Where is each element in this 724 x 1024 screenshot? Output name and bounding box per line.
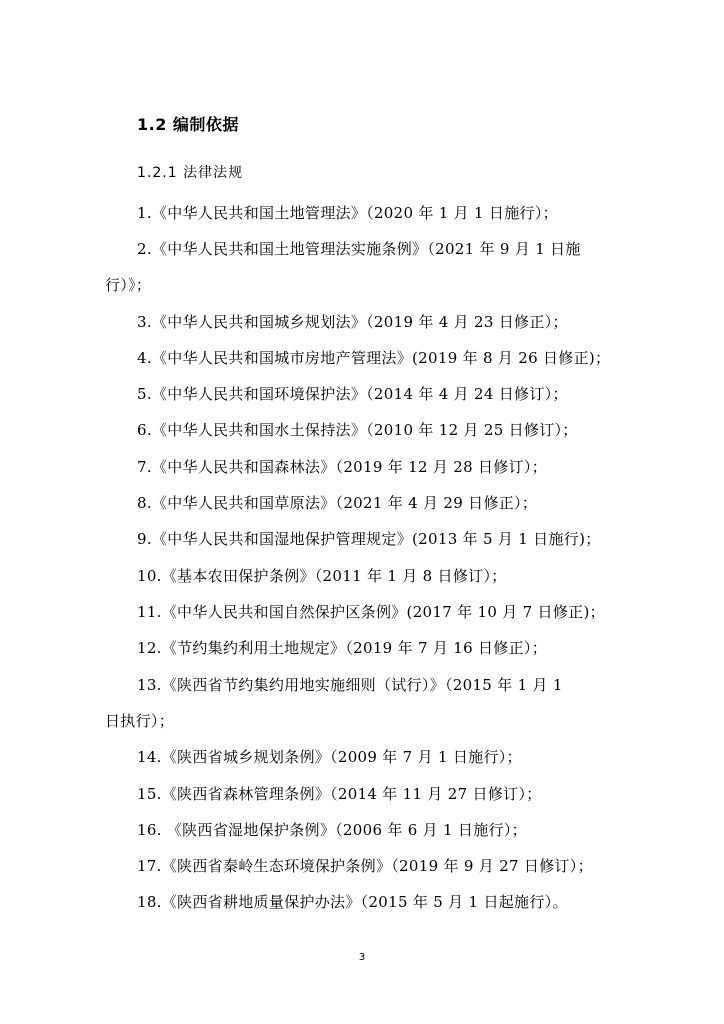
regulation-item-7: 7.《中华人民共和国森林法》（2019 年 12 月 28 日修订）； [137, 458, 548, 476]
regulation-item-9: 9.《中华人民共和国湿地保护管理规定》(2013 年 5 月 1 日施行)； [137, 530, 601, 548]
regulation-item-1: 1.《中华人民共和国土地管理法》（2020 年 1 月 1 日施行）； [137, 204, 558, 222]
regulation-item-16: 16. 《陕西省湿地保护条例》（2006 年 6 月 1 日施行）； [137, 821, 527, 839]
regulation-item-15: 15.《陕西省森林管理条例》（2014 年 11 月 27 日修订）； [137, 785, 542, 803]
regulation-item-2-continued: 行）》； [105, 276, 152, 294]
regulation-item-14: 14.《陕西省城乡规划条例》（2009 年 7 月 1 日施行）； [137, 748, 522, 766]
regulation-item-4: 4.《中华人民共和国城市房地产管理法》(2019 年 8 月 26 日修正)； [137, 349, 611, 367]
section-heading: 1.2 编制依据 [137, 115, 239, 134]
regulation-item-13-continued: 日执行）； [105, 712, 175, 730]
regulation-item-18: 18.《陕西省耕地质量保护办法》（2015 年 5 月 1 日起施行）。 [137, 893, 568, 911]
regulation-item-8: 8.《中华人民共和国草原法》（2021 年 4 月 29 日修正）； [137, 494, 538, 512]
regulation-item-6: 6.《中华人民共和国水土保持法》（2010 年 12 月 25 日修订）； [137, 421, 578, 439]
page-number: 3 [358, 952, 366, 963]
regulation-item-17: 17.《陕西省秦岭生态环境保护条例》（2019 年 9 月 27 日修订）； [137, 857, 593, 875]
regulation-item-12: 12.《节约集约利用土地规定》（2019 年 7 月 16 日修正）； [137, 639, 548, 657]
regulation-item-11: 11.《中华人民共和国自然保护区条例》(2017 年 10 月 7 日修正)； [137, 603, 605, 621]
regulation-item-5: 5.《中华人民共和国环境保护法》（2014 年 4 月 24 日修订）； [137, 385, 568, 403]
regulation-item-13: 13.《陕西省节约集约用地实施细则（试行）》（2015 年 1 月 1 [137, 676, 563, 694]
regulation-item-10: 10.《基本农田保护条例》（2011 年 1 月 8 日修订）； [137, 567, 507, 585]
regulation-item-2: 2.《中华人民共和国土地管理法实施条例》（2021 年 9 月 1 日施 [137, 240, 581, 258]
subsection-heading: 1.2.1 法律法规 [137, 165, 244, 181]
regulation-item-3: 3.《中华人民共和国城乡规划法》（2019 年 4 月 23 日修正）； [137, 313, 568, 331]
